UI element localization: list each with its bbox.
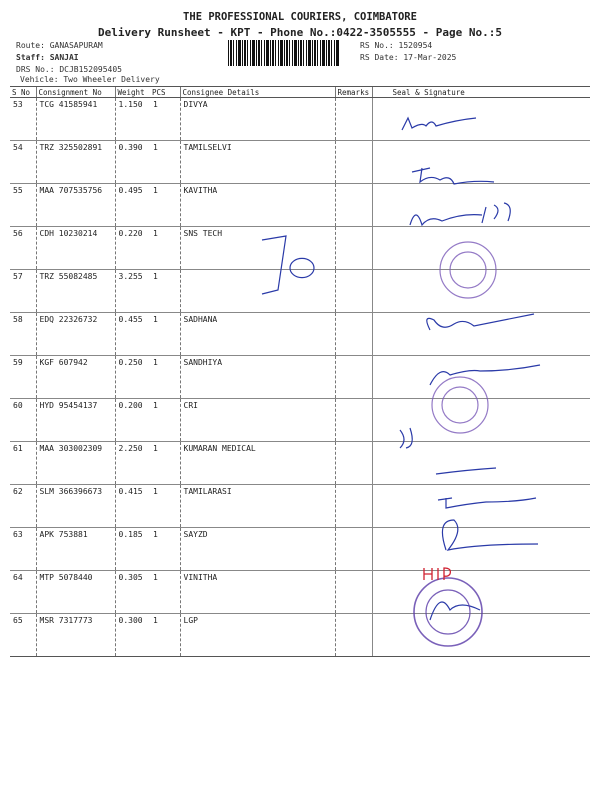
pieces: 1 (150, 270, 180, 313)
consignee-name: SNS TECH (180, 227, 335, 270)
table-row (10, 227, 590, 270)
remarks-cell (335, 141, 372, 184)
col-pcs: PCS (150, 87, 180, 98)
weight: 0.390 (115, 141, 150, 184)
table-row (10, 356, 590, 399)
consignment-number: KGF 607942 (36, 356, 115, 399)
serial-number: 59 (10, 356, 36, 399)
weight: 2.250 (115, 442, 150, 485)
signature-cell (372, 313, 590, 356)
consignment-number: CDH 10230214 (36, 227, 115, 270)
weight: 0.250 (115, 356, 150, 399)
weight: 3.255 (115, 270, 150, 313)
serial-number: 58 (10, 313, 36, 356)
consignee-name: KUMARAN MEDICAL (180, 442, 335, 485)
col-signature: Seal & Signature (372, 87, 590, 98)
weight: 0.455 (115, 313, 150, 356)
staff: Staff: SANJAI (16, 53, 79, 62)
serial-number: 62 (10, 485, 36, 528)
weight: 0.220 (115, 227, 150, 270)
consignee-name: DIVYA (180, 98, 335, 141)
consignee-name: SADHANA (180, 313, 335, 356)
serial-number: 55 (10, 184, 36, 227)
consignment-number: SLM 366396673 (36, 485, 115, 528)
consignment-number: MAA 707535756 (36, 184, 115, 227)
consignee-name: LGP (180, 614, 335, 657)
serial-number: 61 (10, 442, 36, 485)
signature-cell (372, 98, 590, 141)
table-row (10, 528, 590, 571)
signature-cell (372, 442, 590, 485)
table-row (10, 270, 590, 313)
consignment-number: TCG 41585941 (36, 98, 115, 141)
pieces: 1 (150, 98, 180, 141)
weight: 0.185 (115, 528, 150, 571)
table-row (10, 184, 590, 227)
signature-cell (372, 356, 590, 399)
serial-number: 56 (10, 227, 36, 270)
table-row (10, 313, 590, 356)
remarks-cell (335, 227, 372, 270)
consignment-number: HYD 95454137 (36, 399, 115, 442)
consignment-number: MAA 303002309 (36, 442, 115, 485)
rs-date: RS Date: 17-Mar-2025 (360, 53, 457, 62)
consignment-number: MSR 7317773 (36, 614, 115, 657)
remarks-cell (335, 270, 372, 313)
serial-number: 57 (10, 270, 36, 313)
consignee-name: CRI (180, 399, 335, 442)
weight: 0.415 (115, 485, 150, 528)
consignee-name: SAYZD (180, 528, 335, 571)
signature-cell (372, 485, 590, 528)
consignee-name (180, 270, 335, 313)
col-remarks: Remarks (335, 87, 372, 98)
runsheet-table (10, 86, 590, 657)
pieces: 1 (150, 184, 180, 227)
signature-cell (372, 528, 590, 571)
pieces: 1 (150, 528, 180, 571)
signature-cell (372, 141, 590, 184)
consignee-name: VINITHA (180, 571, 335, 614)
table-row (10, 614, 590, 657)
remarks-cell (335, 184, 372, 227)
table-row (10, 98, 590, 141)
remarks-cell (335, 442, 372, 485)
table-header (10, 87, 590, 98)
weight: 0.305 (115, 571, 150, 614)
remarks-cell (335, 528, 372, 571)
remarks-cell (335, 614, 372, 657)
pieces: 1 (150, 227, 180, 270)
pieces: 1 (150, 614, 180, 657)
remarks-cell (335, 485, 372, 528)
weight: 0.495 (115, 184, 150, 227)
remarks-cell (335, 356, 372, 399)
table-row (10, 399, 590, 442)
consignee-name: TAMILARASI (180, 485, 335, 528)
serial-number: 60 (10, 399, 36, 442)
col-consignee: Consignee Details (180, 87, 335, 98)
rs-number: RS No.: 1520954 (360, 41, 433, 50)
barcode (228, 40, 340, 66)
route: Route: GANASAPURAM (16, 41, 103, 50)
pieces: 1 (150, 313, 180, 356)
weight: 1.150 (115, 98, 150, 141)
weight: 0.300 (115, 614, 150, 657)
col-weight: Weight (115, 87, 150, 98)
consignment-number: MTP 5078440 (36, 571, 115, 614)
consignment-number: TRZ 325502891 (36, 141, 115, 184)
serial-number: 63 (10, 528, 36, 571)
consignment-number: APK 753881 (36, 528, 115, 571)
consignee-name: TAMILSELVI (180, 141, 335, 184)
col-sno: S No (10, 87, 36, 98)
remarks-cell (335, 399, 372, 442)
col-consignment: Consignment No (36, 87, 115, 98)
serial-number: 54 (10, 141, 36, 184)
signature-cell (372, 184, 590, 227)
weight: 0.200 (115, 399, 150, 442)
remarks-cell (335, 571, 372, 614)
pieces: 1 (150, 571, 180, 614)
pieces: 1 (150, 399, 180, 442)
serial-number: 65 (10, 614, 36, 657)
runsheet-subtitle: Delivery Runsheet - KPT - Phone No.:0422-3505555 - Page No.:5 (98, 26, 502, 39)
signature-cell (372, 571, 590, 614)
drs-number: DRS No.: DCJB152095405 (16, 65, 122, 74)
consignment-number: EDQ 22326732 (36, 313, 115, 356)
pieces: 1 (150, 485, 180, 528)
consignee-name: KAVITHA (180, 184, 335, 227)
serial-number: 53 (10, 98, 36, 141)
pieces: 1 (150, 141, 180, 184)
signature-cell (372, 399, 590, 442)
signature-cell (372, 270, 590, 313)
vehicle: Vehicle: Two Wheeler Delivery (20, 75, 160, 84)
table-row (10, 571, 590, 614)
consignment-number: TRZ 55082485 (36, 270, 115, 313)
serial-number: 64 (10, 571, 36, 614)
pieces: 1 (150, 356, 180, 399)
company-title: THE PROFESSIONAL COURIERS, COIMBATORE (183, 11, 417, 23)
remarks-cell (335, 98, 372, 141)
table-row (10, 141, 590, 184)
consignee-name: SANDHIYA (180, 356, 335, 399)
signature-cell (372, 614, 590, 657)
signature-cell (372, 227, 590, 270)
remarks-cell (335, 313, 372, 356)
pieces: 1 (150, 442, 180, 485)
table-row (10, 485, 590, 528)
table-row (10, 442, 590, 485)
